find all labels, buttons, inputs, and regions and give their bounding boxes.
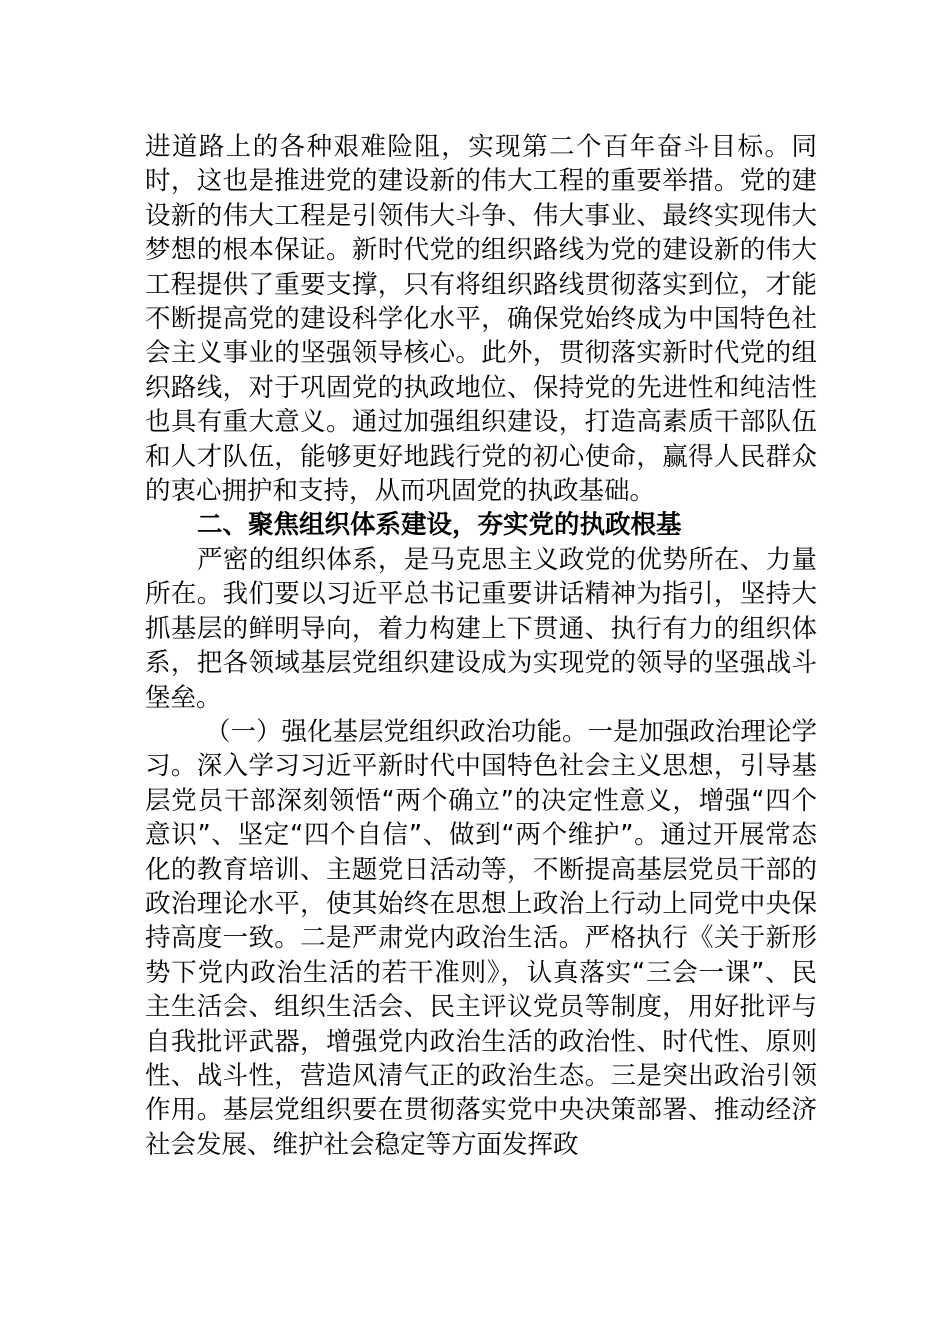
paragraph-intro: 严密的组织体系，是马克思主义政党的优势所在、力量所在。我们要以习近平总书记重要讲话精神为指引，坚持大抓基层的鲜明导向，着力构建上下贯通、执行有力的组织体系，把各领域基层党组织建设成为实现党的领导的坚强战斗堡垒。: [145, 544, 817, 713]
section-heading: 二、聚焦组织体系建设，夯实党的执政根基: [197, 510, 682, 541]
document-body: [145, 130, 817, 1162]
paragraph-subsection-1: （一）强化基层党组织政治功能。一是加强政治理论学习。深入学习习近平新时代中国特色社会主义思想，引导基层党员干部深刻领悟“两个确立”的决定性意义，增强“四个意识”、坚定“四个自信”、做到“两个维护”。通过开展常态化的教育培训、主题党日活动等，不断提高基层党员干部的政治理论水平，使其始终在思想上政治上行动上同党中央保持高度一致。二是严肃党内政治生活。严格执行《关于新形势下党内政治生活的若干准则》，认真落实“三会一课”、民主生活会、组织生活会、民主评议党员等制度，用好批评与自我批评武器，增强党内政治生活的政治性、时代性、原则性、战斗性，营造风清气正的政治生态。三是突出政治引领作用。基层党组织要在贯彻落实党中央决策部署、推动经济社会发展、维护社会稳定等方面发挥政: [145, 716, 818, 1160]
paragraph-continuation: 进道路上的各种艰难险阻，实现第二个百年奋斗目标。同时，这也是推进党的建设新的伟大工程的重要举措。党的建设新的伟大工程是引领伟大斗争、伟大事业、最终实现伟大梦想的根本保证。新时代党的组织路线为党的建设新的伟大工程提供了重要支撑，只有将组织路线贯彻落实到位，才能不断提高党的建设科学化水平，确保党始终成为中国特色社会主义事业的坚强领导核心。此外，贯彻落实新时代党的组织路线，对于巩固党的执政地位、保持党的先进性和纯洁性也具有重大意义。通过加强组织建设，打造高素质干部队伍和人才队伍，能够更好地践行党的初心使命，赢得人民群众的衷心拥护和支持，从而巩固党的执政基础。: [145, 132, 817, 507]
